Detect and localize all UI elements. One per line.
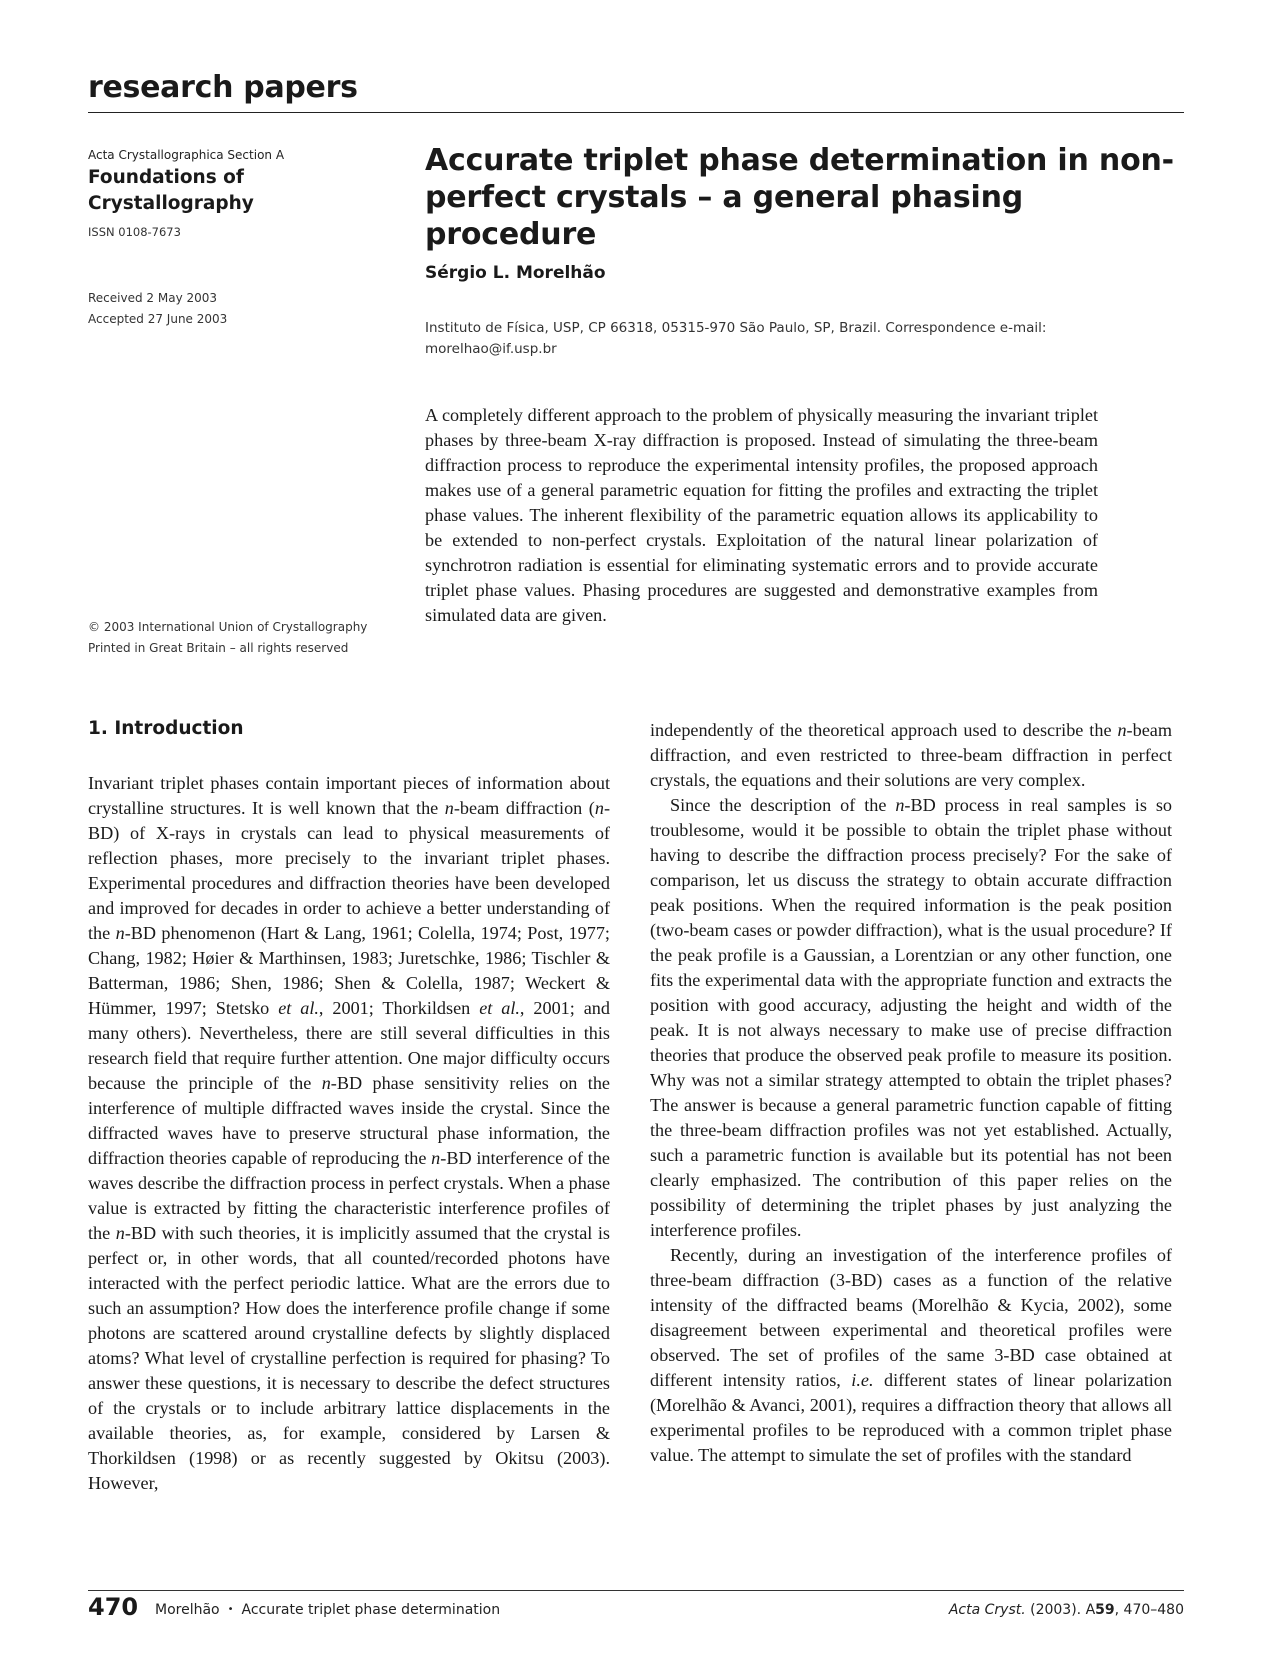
footer-author: Morelhão	[155, 1602, 220, 1618]
author-affiliation: Instituto de Física, USP, CP 66318, 05315-970 São Paulo, SP, Brazil. Correspondence e-mail: morelhao@if.usp.br	[425, 320, 1047, 357]
copyright-line2: Printed in Great Britain – all rights reserved	[88, 641, 349, 655]
running-footer	[155, 1602, 500, 1618]
accepted-date: Accepted 27 June 2003	[88, 312, 228, 326]
received-date: Received 2 May 2003	[88, 291, 218, 305]
intro-paragraph-1: Invariant triplet phases contain important pieces of information about crystalline structures. It is well known that the n-beam diffraction (n-BD) of X-rays in crystals can lead to physical measurements of reflection phases, more precisely to the invariant triplet phases. Experimental procedures and diffraction theories have been developed and improved for decades in order to achieve a better understanding of the n-BD phenomenon (Hart & Lang, 1961; Colella, 1974; Post, 1977; Chang, 1982; Høier & Marthinsen, 1983; Juretschke, 1986; Tischler & Batterman, 1986; Shen, 1986; Shen & Colella, 1987; Weckert & Hümmer, 1997; Stetsko et al., 2001; Thorkildsen et al., 2001; and many others). Nevertheless, there are still several difficulties in this research field that require further attention. One major difficulty occurs because the principle of the n-BD phase sensitivity relies on the interference of multiple diffracted waves inside the crystal. Since the diffracted waves have to preserve structural phase information, the diffraction theories capable of reproducing the n-BD interference of the waves describe the diffraction process in perfect crystals. When a phase value is extracted by fitting the characteristic interference profiles of the n-BD with such theories, it is implicitly assumed that the crystal is perfect or, in other words, that all counted/recorded photons have interacted with the perfect periodic lattice. What are the errors due to such an assumption? How does the interference profile change if some photons are scattered around crystalline defects by slightly displaced atoms? What level of crystalline perfection is required for phasing? To answer these questions, it is necessary to describe the defect structures of the crystals or to include arbitrary lattice displacements in the available theories, as, for example, considered by Larsen & Thorkildsen (1998) or as recently suggested by Okitsu (2003). However,	[88, 773, 611, 1493]
footer-short-title: Accurate triplet phase determination	[241, 1602, 501, 1618]
journal-info	[88, 148, 388, 239]
journal-name-line1: Foundations of	[88, 167, 244, 188]
section-header: research papers	[88, 70, 358, 105]
intro-paragraph-2: Since the description of the n-BD process in real samples is so troublesome, would it be possible to obtain the triplet phase without having to describe the diffraction process precisely? For the sake of comparison, let us discuss the strategy to obtain accurate diffraction peak positions. When the required information is the peak position (two-beam cases or powder diffraction), what is the usual procedure? If the peak profile is a Gaussian, a Lorentzian or any other function, one fits the experimental data with the appropriate function and extracts the position with good accuracy, adjusting the height and width of the peak. It is not always necessary to make use of precise diffraction theories that produce the observed peak profile to measure its position. Why was not a similar strategy attempted to obtain the triplet phases? The answer is because a general parametric function capable of fitting the three-beam diffraction profiles was not yet established. Actually, such a parametric function is available but its potential has not been clearly emphasized. The contribution of this paper relies on the possibility of determining the triplet phases by just analyzing the interference profiles.	[650, 795, 1172, 1240]
footer-separator: •	[227, 1604, 234, 1615]
copyright-line1: 2003 International Union of Crystallography	[103, 620, 368, 634]
journal-abbreviation: Acta Cryst.	[948, 1602, 1026, 1618]
footer-citation: Acta Cryst. (2003). A59, 470–480	[948, 1602, 1184, 1618]
journal-name	[88, 165, 388, 217]
copyright-notice	[88, 617, 367, 659]
footer-rule	[88, 1590, 1184, 1591]
copyright-symbol: ©	[88, 620, 100, 634]
body-column-right	[650, 718, 1172, 1468]
header-rule	[88, 112, 1184, 113]
article-author: Sérgio L. Morelhão	[425, 263, 606, 283]
section-heading-introduction: 1. Introduction	[88, 718, 244, 739]
journal-name-line2: Crystallography	[88, 193, 254, 214]
intro-paragraph-1-continued: independently of the theoretical approach used to describe the n-beam diffraction, and even restricted to three-beam diffraction in perfect crystals, the equations and their solutions are very complex.	[650, 720, 1172, 790]
submission-dates	[88, 288, 227, 330]
intro-paragraph-3: Recently, during an investigation of the interference profiles of three-beam diffraction (3-BD) cases as a function of the relative intensity of the diffracted beams (Morelhão & Kycia, 2002), some disagreement between experimental and theoretical profiles were observed. The set of profiles of the same 3-BD case obtained at different intensity ratios, i.e. different states of linear polarization (Morelhão & Avanci, 2001), requires a diffraction theory that allows all experimental profiles to be reproduced with a common triplet phase value. The attempt to simulate the set of profiles with the standard	[650, 1245, 1172, 1465]
abstract: A completely different approach to the problem of physically measuring the invariant triplet phases by three-beam X-ray diffraction is proposed. Instead of simulating the three-beam diffraction process to reproduce the experimental intensity profiles, the proposed approach makes use of a general parametric equation for fitting the profiles and extracting the triplet phase values. The inherent flexibility of the parametric equation allows its applicability to be extended to non-perfect crystals. Exploitation of the natural linear polarization of synchrotron radiation is essential for eliminating systematic errors and to provide accurate triplet phase values. Phasing procedures are suggested and demonstrative examples from simulated data are given.	[425, 405, 1098, 625]
body-column-left	[88, 771, 610, 1496]
journal-section: Acta Crystallographica Section A	[88, 148, 285, 162]
article-title: Accurate triplet phase determination in non-perfect crystals – a general phasing procedure	[425, 143, 1174, 252]
issn: ISSN 0108-7673	[88, 225, 181, 239]
page-number: 470	[88, 1593, 139, 1621]
